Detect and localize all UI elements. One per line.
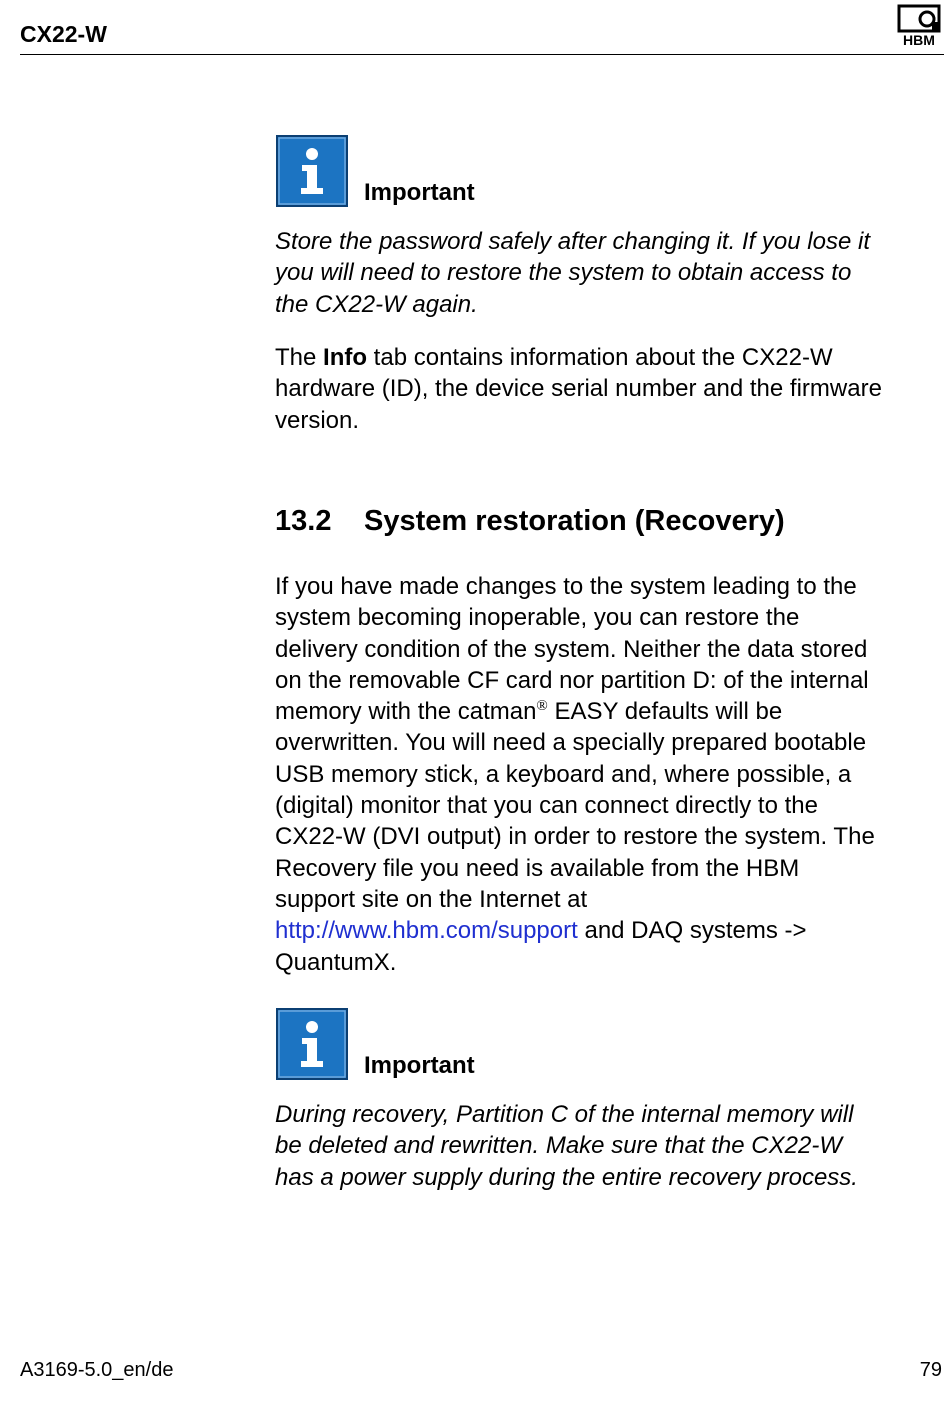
page-number: 79 (919, 1359, 942, 1381)
section-heading (275, 503, 785, 539)
paragraph-line: Recovery file you need is available from the HBM (275, 854, 800, 882)
info-tab-paragraph (275, 342, 945, 436)
logo-text: HBM (903, 32, 935, 46)
paragraph-line: (digital) monitor that you can connect directly to the (275, 792, 818, 820)
recovery-paragraph (275, 571, 945, 978)
text-run: The (275, 344, 324, 371)
text-run: tab contains information about the CX22-W (367, 344, 833, 371)
document-id: A3169-5.0_en/de (20, 1359, 174, 1381)
note-line: you will need to restore the system to obtain access to (275, 259, 852, 287)
note-line: the CX22-W again. (275, 290, 478, 318)
paragraph-line (275, 915, 945, 946)
text-run: and DAQ systems -> (577, 917, 807, 945)
info-icon (276, 1008, 348, 1080)
section-title: System restoration (Recovery) (364, 505, 785, 537)
paragraph-line: delivery condition of the system. Neither the data stored (275, 635, 868, 663)
registered-mark: ® (536, 698, 548, 715)
document-title: CX22-W (20, 21, 107, 47)
text-run: EASY defaults will be (547, 698, 783, 726)
info-tab-name: Info (323, 344, 368, 371)
paragraph-line: hardware (ID), the device serial number and the firmware (275, 375, 882, 403)
info-icon (276, 135, 348, 207)
note-line: be deleted and rewritten. Make sure that the CX22-W (275, 1132, 842, 1160)
hbm-logo (894, 4, 944, 46)
important-label: Important (364, 1052, 475, 1079)
important-label: Important (364, 179, 475, 206)
paragraph-line: USB memory stick, a keyboard and, where possible, a (275, 760, 852, 788)
paragraph-line: system becoming inoperable, you can restore the (275, 604, 800, 632)
paragraph-line: If you have made changes to the system leading to the (275, 573, 857, 600)
paragraph-line: CX22-W (DVI output) in order to restore the system. The (275, 823, 875, 851)
paragraph-line: version. (275, 406, 360, 434)
important-note-text (275, 226, 945, 320)
paragraph-line: on the removable CF card nor partition D: of the internal (275, 666, 869, 694)
note-line: During recovery, Partition C of the internal memory will (275, 1101, 854, 1128)
paragraph-line: support site on the Internet at (275, 885, 588, 913)
hbm-support-link[interactable]: http://www.hbm.com/support (275, 917, 578, 945)
header-divider (20, 54, 944, 55)
section-number: 13.2 (275, 505, 332, 537)
important-note-text (275, 1099, 945, 1193)
note-line: has a power supply during the entire recovery process. (275, 1163, 858, 1191)
paragraph-line: overwritten. You will need a specially prepared bootable (275, 729, 867, 757)
paragraph-line: QuantumX. (275, 948, 397, 976)
text-run: memory with the catman (275, 698, 537, 726)
paragraph-line (275, 342, 945, 373)
note-line: Store the password safely after changing it. If you lose it (275, 228, 870, 255)
paragraph-line (275, 696, 945, 727)
